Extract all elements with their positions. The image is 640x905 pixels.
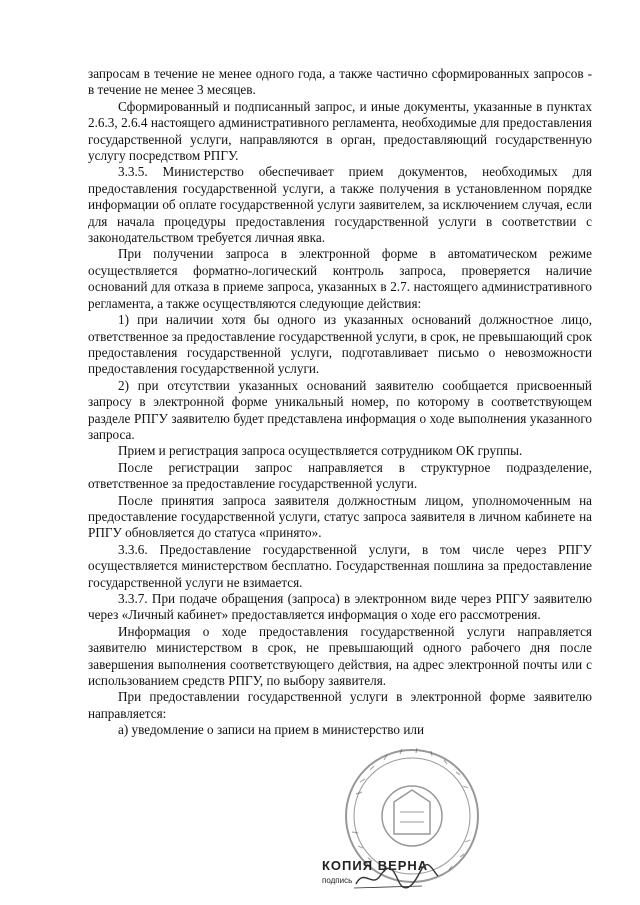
paragraph-9: После принятия запроса заявителя должностным лицом, уполномоченным на предоставление государственной услуги, статус запроса заявителя в личном кабинете на РПГУ обновляется до статуса «принято».: [88, 492, 592, 541]
signature-label: подпись: [322, 876, 353, 885]
paragraph-11: 3.3.7. При подаче обращения (запроса) в электронном виде через РПГУ заявителю через «Личный кабинет» предоставляется информация о ходе его рассмотрения.: [88, 591, 592, 623]
document-body: [88, 66, 592, 739]
handwritten-signature: [352, 862, 442, 892]
paragraph-1: запросам в течение не менее одного года, а также частично сформированных запросов - в течение не менее 3 месяцев.: [88, 66, 592, 98]
paragraph-13: При предоставлении государственной услуги в электронной форме заявителю направляется:: [88, 689, 592, 721]
paragraph-6: 2) при отсутствии указанных оснований заявителю сообщается присвоенный запросу в электронной форме уникальный номер, по которому в соответствующем разделе РПГУ заявителю будет представлена информация о ходе выполнения указанного запроса.: [88, 377, 592, 442]
paragraph-2: Сформированный и подписанный запрос, и иные документы, указанные в пунктах 2.6.3, 2.6.4 настоящего административного регламента, необходимые для предоставления государственной услуги, направляются в орган, предоставляющий государственную услугу посредством РПГУ.: [88, 98, 592, 164]
copy-verified-stamp: КОПИЯ ВЕРНА: [322, 858, 429, 873]
paragraph-10: 3.3.6. Предоставление государственной услуги, в том числе через РПГУ осуществляется министерством бесплатно. Государственная пошлина за предоставление государственной услуги не взимается.: [88, 541, 592, 590]
paragraph-7: Прием и регистрация запроса осуществляется сотрудником ОК группы.: [118, 443, 523, 459]
paragraph-12: Информация о ходе предоставления государственной услуги направляется заявителю министерством в срок, не превышающий одного рабочего дня после завершения выполнения соответствующего действия, на адрес электронной почты или с использованием средств РПГУ, по выбору заявителя.: [88, 623, 592, 689]
paragraph-14: а) уведомление о записи на прием в министерство или: [118, 722, 425, 738]
paragraph-4: При получении запроса в электронной форме в автоматическом режиме осуществляется форматно-логический контроль запроса, проверяется наличие оснований для отказа в приеме запроса, указанных в 2.7. настоящего административного регламента, а также осуществляются следующие действия:: [88, 246, 592, 311]
paragraph-3: 3.3.5. Министерство обеспечивает прием документов, необходимых для предоставления государственной услуги, а также получения в установленном порядке информации об оплате государственной услуги заявителем, за исключением случая, если для начала процедуры предоставления государственной услуги в соответствии с законодательством требуется личная явка.: [88, 164, 592, 246]
paragraph-5: 1) при наличии хотя бы одного из указанных оснований должностное лицо, ответственное за предоставление государственной услуги, в срок, не превышающий срок предоставления государственной услуги, подготавливает письмо о невозможности предоставления государственной услуги.: [88, 312, 592, 377]
paragraph-8: После регистрации запрос направляется в структурное подразделение, ответственное за предоставление государственной услуги.: [88, 459, 592, 492]
